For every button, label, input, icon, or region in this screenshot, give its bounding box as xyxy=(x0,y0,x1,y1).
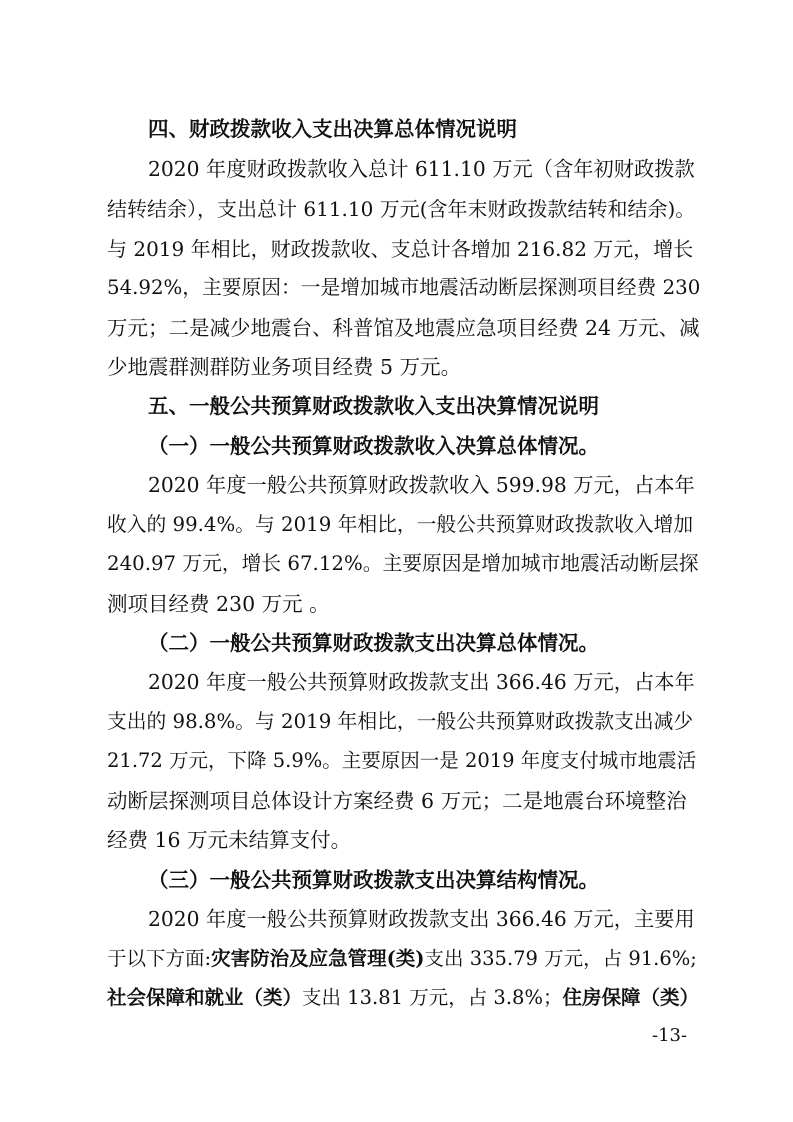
section-4-line-6: 少地震群测群防业务项目经费 5 万元。 xyxy=(107,355,462,379)
subsection-2-line-1: 2020 年度一般公共预算财政拨款支出 366.46 万元，占本年 xyxy=(148,670,695,694)
section-4-line-1: 2020 年度财政拨款收入总计 611.10 万元（含年初财政拨款 xyxy=(148,157,695,181)
section-4-line-5: 万元；二是减少地震台、科普馆及地震应急项目经费 24 万元、减 xyxy=(107,316,700,340)
subsection-2-line-2: 支出的 98.8%。与 2019 年相比，一般公共预算财政拨款支出减少 xyxy=(107,710,694,733)
subsection-2-line-5: 经费 16 万元未结算支付。 xyxy=(107,828,352,852)
subsection-1-line-3: 240.97 万元，增长 67.12%。主要原因是增加城市地震活动断层探 xyxy=(107,552,699,575)
subsection-2-heading: （二）一般公共预算财政拨款支出决算总体情况。 xyxy=(148,631,599,655)
subsection-2-line-3: 21.72 万元，下降 5.9%。主要原因一是 2019 年度支付城市地震活 xyxy=(107,749,697,772)
subsection-1-heading: （一）一般公共预算财政拨款收入决算总体情况。 xyxy=(148,434,599,458)
section-4-heading: 四、财政拨款收入支出决算总体情况说明 xyxy=(148,117,517,141)
subsection-3-line-2-prefix: 于以下方面: xyxy=(107,947,212,970)
section-4-line-2: 结转结余），支出总计 611.10 万元(含年末财政拨款结转和结余)。 xyxy=(107,197,696,221)
category-disaster-prevention: 灾害防治及应急管理(类) xyxy=(211,947,425,970)
page-number: -13- xyxy=(652,1025,688,1046)
subsection-3-line-2 xyxy=(107,945,697,973)
subsection-2-line-4: 动断层探测项目总体设计方案经费 6 万元；二是地震台环境整治 xyxy=(107,789,687,813)
subsection-1-line-4: 测项目经费 230 万元 。 xyxy=(107,592,330,616)
section-5-heading: 五、一般公共预算财政拨款收入支出决算情况说明 xyxy=(148,394,599,418)
subsection-3-line-3 xyxy=(107,984,699,1012)
section-4-line-3: 与 2019 年相比，财政拨款收、支总计各增加 216.82 万元，增长 xyxy=(107,237,694,261)
category-social-security: 社会保障和就业（类） xyxy=(107,986,303,1009)
subsection-3-line-3-middle: 支出 13.81 万元，占 3.8%； xyxy=(302,986,563,1009)
subsection-1-line-1: 2020 年度一般公共预算财政拨款收入 599.98 万元，占本年 xyxy=(148,473,695,497)
section-4-line-4: 54.92%，主要原因：一是增加城市地震活动断层探测项目经费 230 xyxy=(107,276,701,299)
category-housing-security: 住房保障（类） xyxy=(562,986,699,1009)
subsection-3-heading: （三）一般公共预算财政拨款支出决算结构情况。 xyxy=(148,868,599,892)
subsection-3-line-2-suffix: 支出 335.79 万元，占 91.6%; xyxy=(424,947,697,970)
subsection-3-line-1: 2020 年度一般公共预算财政拨款支出 366.46 万元，主要用 xyxy=(148,907,695,931)
subsection-1-line-2: 收入的 99.4%。与 2019 年相比，一般公共预算财政拨款收入增加 xyxy=(107,513,694,536)
